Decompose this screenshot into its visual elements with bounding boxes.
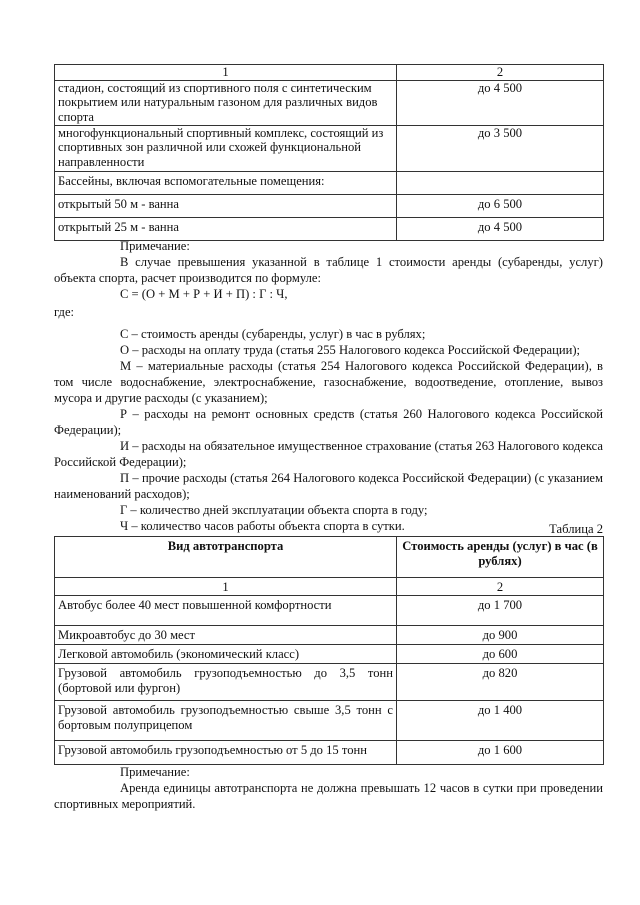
table-row (55, 125, 604, 171)
facility-price: до 3 500 (397, 125, 604, 171)
header-row (55, 537, 604, 578)
definition-item: Ч – количество часов работы объекта спорта в сутки. (120, 519, 405, 533)
note-intro: В случае превышения указанной в таблице 1 стоимости аренды (субаренды, услуг) объекта спорта, расчет производится по формуле: (54, 255, 603, 285)
column-number-2: 2 (397, 578, 604, 596)
table-row (55, 701, 604, 741)
facility-price (397, 171, 604, 194)
table-row (55, 741, 604, 765)
facility-name: Бассейны, включая вспомогательные помещения: (55, 171, 397, 194)
table-row (55, 80, 604, 125)
table-row (55, 626, 604, 645)
vehicle-price: до 900 (397, 626, 604, 645)
column-number-2: 2 (397, 65, 604, 81)
definition-item: С – стоимость аренды (субаренды, услуг) в час в рублях; (120, 327, 426, 341)
facility-price: до 6 500 (397, 194, 604, 217)
table-row (55, 194, 604, 217)
definition-item: Р – расходы на ремонт основных средств (статья 260 Налогового кодекса Российской Федерации); (54, 407, 603, 437)
table1-note (54, 238, 603, 534)
facility-price: до 4 500 (397, 80, 604, 125)
vehicle-price: до 820 (397, 664, 604, 701)
note-heading: Примечание: (120, 765, 190, 779)
table-row (55, 645, 604, 664)
header-rent-cost: Стоимость аренды (услуг) в час (в рублях) (397, 537, 604, 578)
rent-formula: С = (О + М + Р + И + П) : Г : Ч, (120, 287, 288, 301)
where-label: где: (54, 305, 75, 319)
definition-item: М – материальные расходы (статья 254 Налогового кодекса Российской Федерации), в том числе водоснабжение, электроснабжение, газоснабжение, водоотведение, отопление, вывоз мусора и другие расходы (с указанием); (54, 359, 603, 405)
facility-name: открытый 50 м - ванна (55, 194, 397, 217)
definition-item: П – прочие расходы (статья 264 Налогового кодекса Российской Федерации) (с указанием наименований расходов); (54, 471, 603, 501)
vehicle-price: до 1 400 (397, 701, 604, 741)
column-number-1: 1 (55, 578, 397, 596)
note-heading: Примечание: (120, 239, 190, 253)
facility-name: стадион, состоящий из спортивного поля с синтетическим покрытием или натуральным газоном для различных видов спорта (55, 80, 397, 125)
vehicle-name: Грузовой автомобиль грузоподъемностью свыше 3,5 тонн с бортовым полуприцепом (55, 701, 397, 741)
facility-name: многофункциональный спортивный комплекс, состоящий из спортивных зон различной или схожей функциональной направленности (55, 125, 397, 171)
table2-note (54, 764, 603, 812)
column-number-row (55, 65, 604, 81)
vehicle-name: Легковой автомобиль (экономический класс) (55, 645, 397, 664)
vehicle-rent-table (54, 536, 604, 765)
sports-facility-rent-table (54, 64, 604, 241)
facility-name: открытый 25 м - ванна (55, 217, 397, 240)
table-row (55, 664, 604, 701)
vehicle-price: до 1 700 (397, 596, 604, 626)
definition-item: Г – количество дней эксплуатации объекта спорта в году; (120, 503, 428, 517)
table-row (55, 171, 604, 194)
column-number-row (55, 578, 604, 596)
header-vehicle-type: Вид автотранспорта (55, 537, 397, 578)
facility-price: до 4 500 (397, 217, 604, 240)
vehicle-price: до 600 (397, 645, 604, 664)
vehicle-name: Грузовой автомобиль грузоподъемностью до 3,5 тонн (бортовой или фургон) (55, 664, 397, 701)
vehicle-name: Микроавтобус до 30 мест (55, 626, 397, 645)
definition-item: И – расходы на обязательное имущественное страхование (статья 263 Налогового кодекса Российской Федерации); (54, 439, 603, 469)
formula-definitions (54, 326, 603, 534)
table-row (55, 596, 604, 626)
note-text: Аренда единицы автотранспорта не должна превышать 12 часов в сутки при проведении спортивных мероприятий. (54, 781, 603, 811)
vehicle-name: Автобус более 40 мест повышенной комфортности (55, 596, 397, 626)
vehicle-price: до 1 600 (397, 741, 604, 765)
table-row (55, 217, 604, 240)
column-number-1: 1 (55, 65, 397, 81)
definition-item: О – расходы на оплату труда (статья 255 Налогового кодекса Российской Федерации); (120, 343, 581, 357)
table2-label: Таблица 2 (549, 522, 603, 536)
vehicle-name: Грузовой автомобиль грузоподъемностью от 5 до 15 тонн (55, 741, 397, 765)
